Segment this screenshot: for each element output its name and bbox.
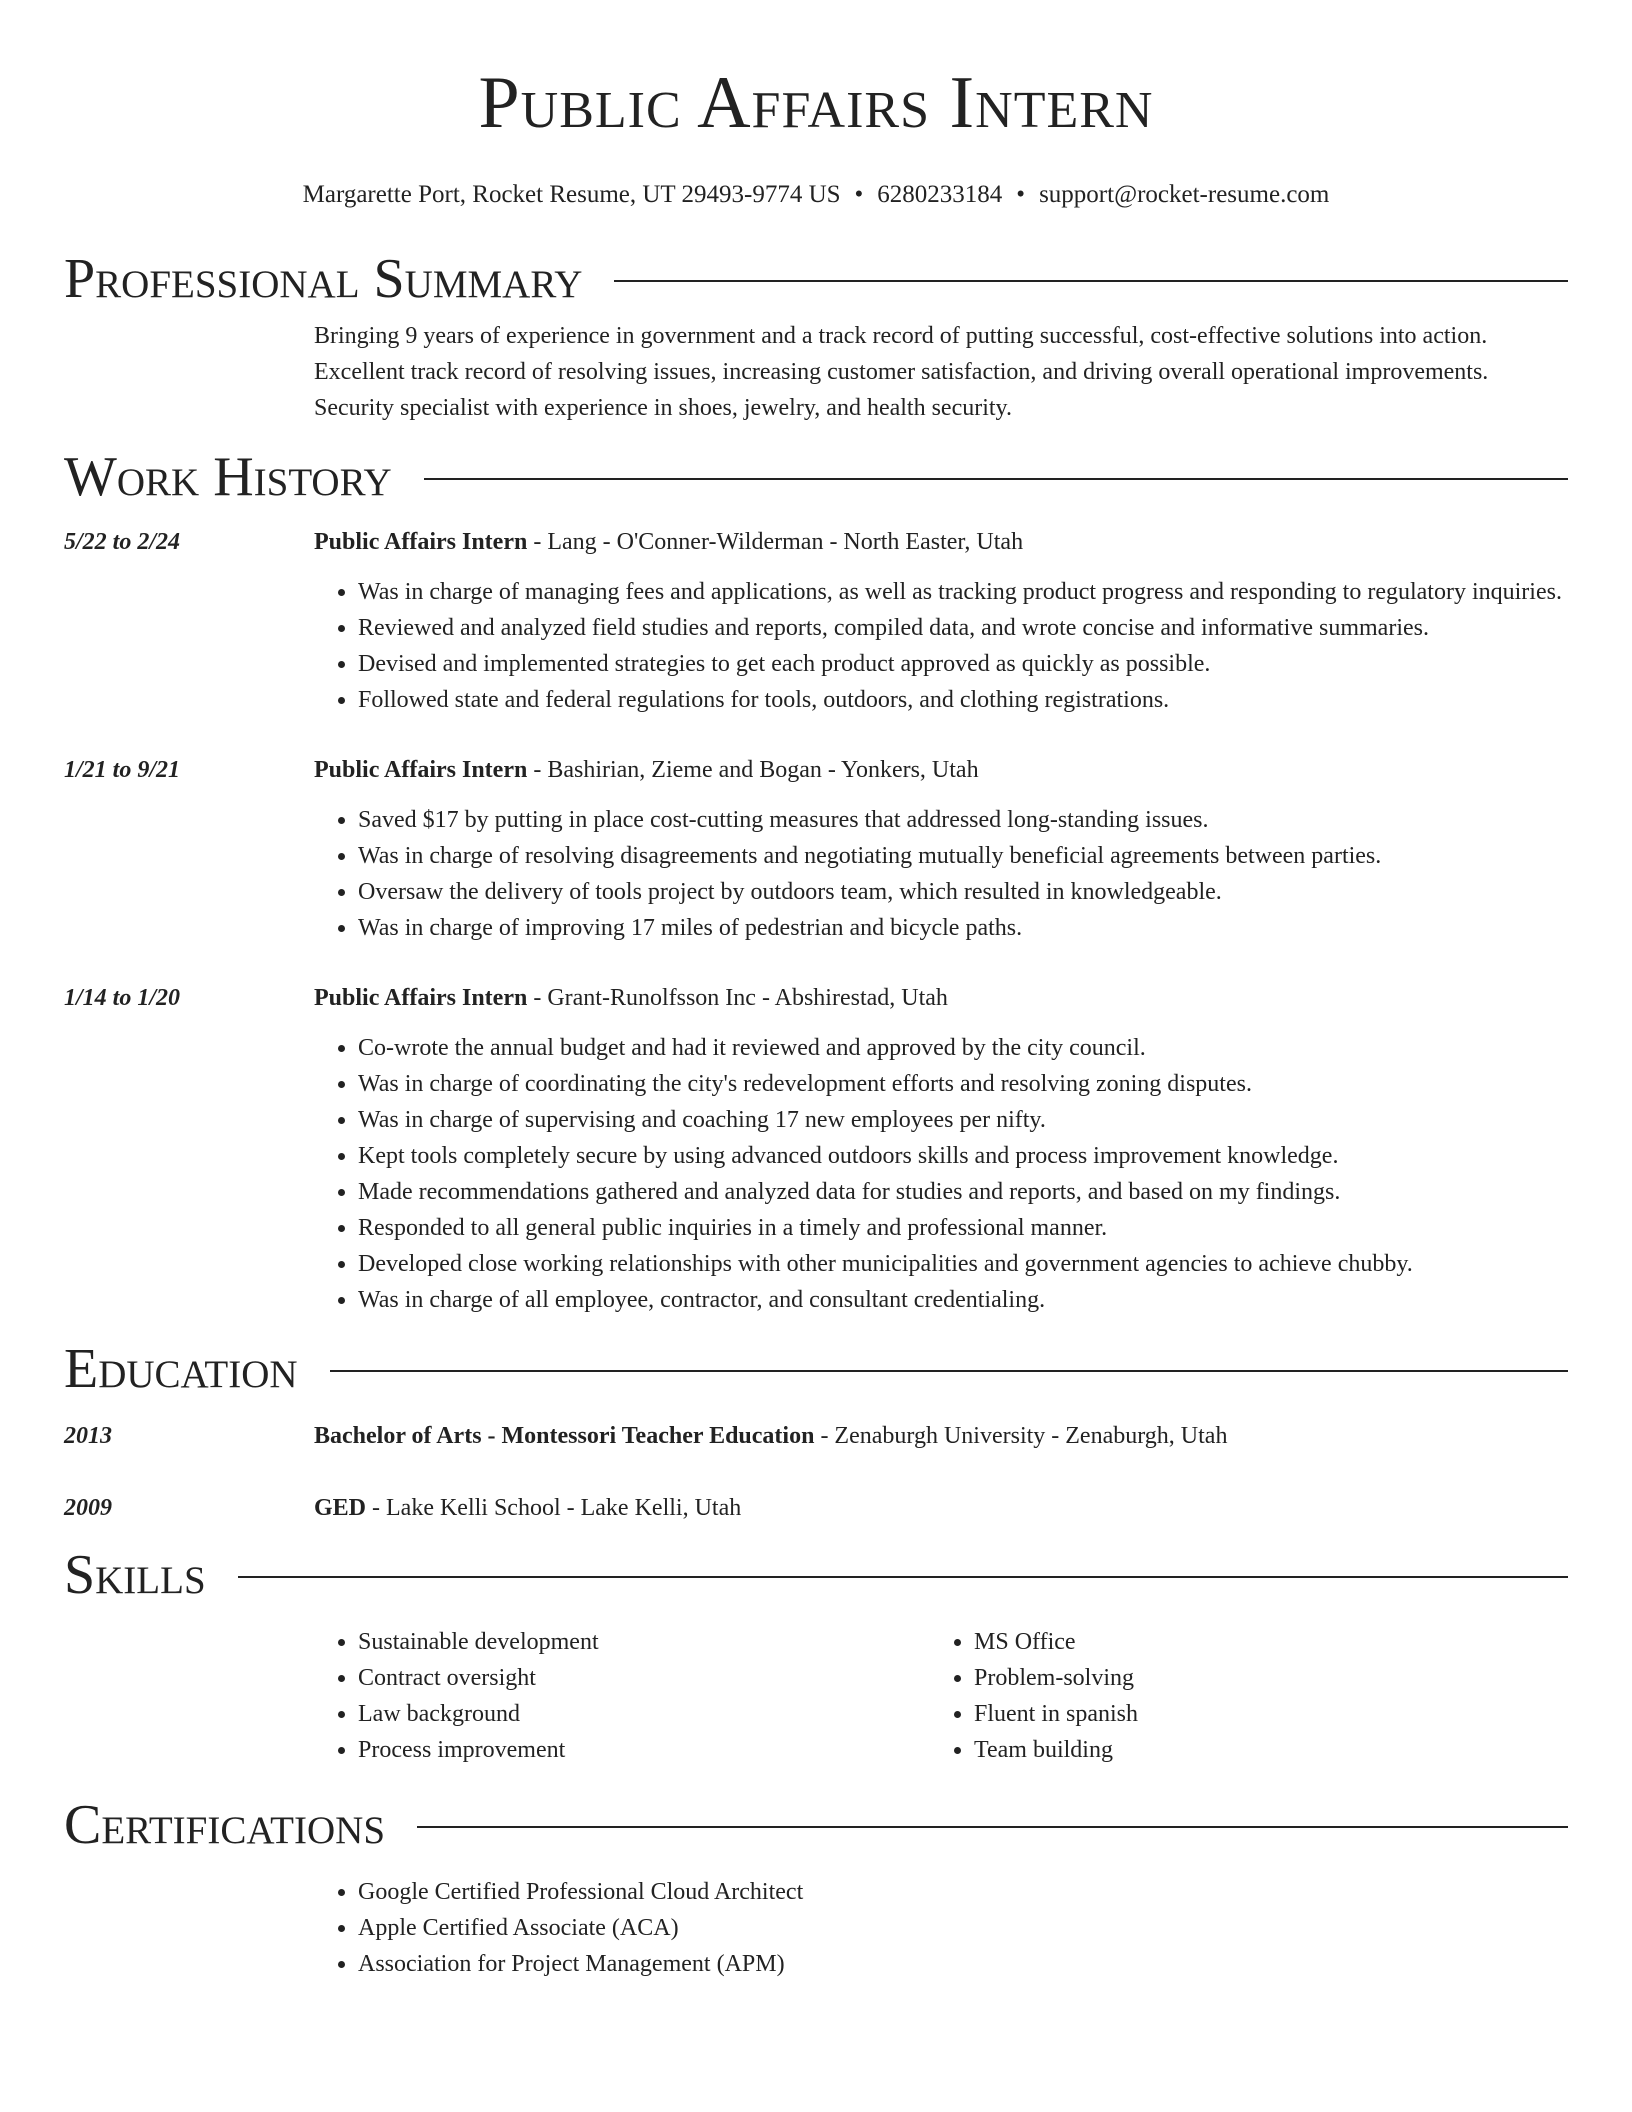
contact-separator: • bbox=[1016, 181, 1026, 208]
job-bullet: • Developed close working relationships with other municipalities and government agencies to achieve chubby. bbox=[358, 1246, 1568, 1282]
certification-item: • Association for Project Management (APM) bbox=[358, 1946, 1568, 1982]
skill-item: • Law background bbox=[358, 1696, 930, 1732]
skill-item: • MS Office bbox=[974, 1624, 1546, 1660]
job-list bbox=[64, 524, 1568, 1318]
skill-item: • Problem-solving bbox=[974, 1660, 1546, 1696]
job-employer: - Lang - O'Conner-Wilderman - North Easter, Utah bbox=[527, 529, 1024, 555]
job-dates: 1/14 to 1/20 bbox=[64, 985, 181, 1011]
skills-column-right bbox=[930, 1624, 1546, 1768]
skills-column-left bbox=[314, 1624, 930, 1768]
section-title-work: Work History bbox=[64, 446, 392, 508]
job-title-line bbox=[314, 524, 1568, 560]
certifications-section bbox=[64, 1790, 1568, 1982]
education-degree: GED bbox=[314, 1495, 367, 1521]
job-dates: 1/21 to 9/21 bbox=[64, 757, 181, 783]
job-bullet: • Co-wrote the annual budget and had it reviewed and approved by the city council. bbox=[358, 1030, 1568, 1066]
job-bullet: • Responded to all general public inquiries in a timely and professional manner. bbox=[358, 1210, 1568, 1246]
section-header bbox=[64, 1334, 1568, 1404]
section-divider bbox=[417, 1826, 1568, 1828]
education-entry bbox=[64, 1490, 1568, 1526]
job-entry bbox=[64, 980, 1568, 1318]
section-title-certifications: Certifications bbox=[64, 1794, 386, 1856]
contact-phone: 6280233184 bbox=[877, 181, 1003, 208]
job-header bbox=[64, 752, 1568, 788]
job-bullet: • Was in charge of resolving disagreements and negotiating mutually beneficial agreements between parties. bbox=[358, 838, 1568, 874]
job-role: Public Affairs Intern bbox=[314, 757, 528, 783]
section-header bbox=[64, 244, 1568, 314]
summary-section bbox=[64, 244, 1568, 426]
job-bullets bbox=[314, 1030, 1568, 1318]
job-bullet: • Saved $17 by putting in place cost-cutting measures that addressed long-standing issues. bbox=[358, 802, 1568, 838]
job-bullet: • Followed state and federal regulations for tools, outdoors, and clothing registrations. bbox=[358, 682, 1568, 718]
contact-line bbox=[64, 180, 1568, 210]
skill-item: • Process improvement bbox=[358, 1732, 930, 1768]
job-bullets bbox=[314, 574, 1568, 718]
education-details-line bbox=[314, 1418, 1568, 1454]
job-title-line bbox=[314, 752, 1568, 788]
education-school: - Zenaburgh University - Zenaburgh, Utah bbox=[814, 1423, 1228, 1449]
skill-item: • Team building bbox=[974, 1732, 1546, 1768]
job-bullet: • Kept tools completely secure by using advanced outdoors skills and process improvement knowledge. bbox=[358, 1138, 1568, 1174]
job-header bbox=[64, 524, 1568, 560]
skill-item: • Sustainable development bbox=[358, 1624, 930, 1660]
job-bullet: • Was in charge of supervising and coaching 17 new employees per nifty. bbox=[358, 1102, 1568, 1138]
section-header bbox=[64, 442, 1568, 512]
section-divider bbox=[330, 1370, 1568, 1372]
job-entry bbox=[64, 524, 1568, 718]
education-year: 2009 bbox=[64, 1495, 112, 1521]
skill-item: • Fluent in spanish bbox=[974, 1696, 1546, 1732]
certifications-list-wrap bbox=[314, 1874, 1568, 1982]
section-title-skills: Skills bbox=[64, 1544, 206, 1606]
education-degree: Bachelor of Arts - Montessori Teacher Education bbox=[314, 1423, 815, 1449]
section-title-education: Education bbox=[64, 1338, 298, 1400]
job-bullet: • Was in charge of improving 17 miles of pedestrian and bicycle paths. bbox=[358, 910, 1568, 946]
education-details-line bbox=[314, 1490, 1568, 1526]
education-section bbox=[64, 1334, 1568, 1526]
job-bullet: • Was in charge of managing fees and applications, as well as tracking product progress and responding to regulatory inquiries. bbox=[358, 574, 1568, 610]
section-header bbox=[64, 1790, 1568, 1860]
certification-item: • Apple Certified Associate (ACA) bbox=[358, 1910, 1568, 1946]
job-header bbox=[64, 980, 1568, 1016]
education-school: - Lake Kelli School - Lake Kelli, Utah bbox=[366, 1495, 742, 1521]
section-header bbox=[64, 1540, 1568, 1610]
job-bullet: • Made recommendations gathered and analyzed data for studies and reports, and based on my findings. bbox=[358, 1174, 1568, 1210]
job-bullets bbox=[314, 802, 1568, 946]
section-divider bbox=[614, 280, 1568, 282]
section-divider bbox=[424, 478, 1568, 480]
job-dates: 5/22 to 2/24 bbox=[64, 529, 181, 555]
certification-item: • Google Certified Professional Cloud Architect bbox=[358, 1874, 1568, 1910]
contact-separator: • bbox=[854, 181, 864, 208]
section-title-summary: Professional Summary bbox=[64, 248, 583, 310]
job-bullet: • Was in charge of all employee, contractor, and consultant credentialing. bbox=[358, 1282, 1568, 1318]
skills-list bbox=[314, 1624, 930, 1768]
job-title-line bbox=[314, 980, 1568, 1016]
job-role: Public Affairs Intern bbox=[314, 529, 528, 555]
certifications-list bbox=[314, 1874, 1568, 1982]
job-entry bbox=[64, 752, 1568, 946]
contact-address: Margarette Port, Rocket Resume, UT 29493-9774 US bbox=[302, 181, 841, 208]
education-year: 2013 bbox=[64, 1423, 112, 1449]
contact-email: support@rocket-resume.com bbox=[1039, 181, 1330, 208]
job-employer: - Grant-Runolfsson Inc - Abshirestad, Utah bbox=[527, 985, 948, 1011]
work-history-section bbox=[64, 442, 1568, 1318]
resume-name: Public Affairs Intern bbox=[478, 62, 1154, 144]
job-bullet: • Was in charge of coordinating the city's redevelopment efforts and resolving zoning disputes. bbox=[358, 1066, 1568, 1102]
job-bullet: • Reviewed and analyzed field studies and reports, compiled data, and wrote concise and informative summaries. bbox=[358, 610, 1568, 646]
skills-list bbox=[930, 1624, 1546, 1768]
job-bullet: • Devised and implemented strategies to get each product approved as quickly as possible. bbox=[358, 646, 1568, 682]
education-entry bbox=[64, 1418, 1568, 1454]
summary-text: Bringing 9 years of experience in government and a track record of putting successful, cost-effective solutions into action. Excellent track record of resolving issues, increasing customer satisfaction, and driving overall operational improvements. Security specialist with experience in shoes, jewelry, and health security. bbox=[314, 323, 1489, 421]
skill-item: • Contract oversight bbox=[358, 1660, 930, 1696]
section-divider bbox=[238, 1576, 1568, 1578]
job-bullet: • Oversaw the delivery of tools project by outdoors team, which resulted in knowledgeable. bbox=[358, 874, 1568, 910]
job-employer: - Bashirian, Zieme and Bogan - Yonkers, Utah bbox=[527, 757, 979, 783]
skills-section bbox=[64, 1540, 1568, 1768]
job-role: Public Affairs Intern bbox=[314, 985, 528, 1011]
skills-grid bbox=[314, 1624, 1568, 1768]
